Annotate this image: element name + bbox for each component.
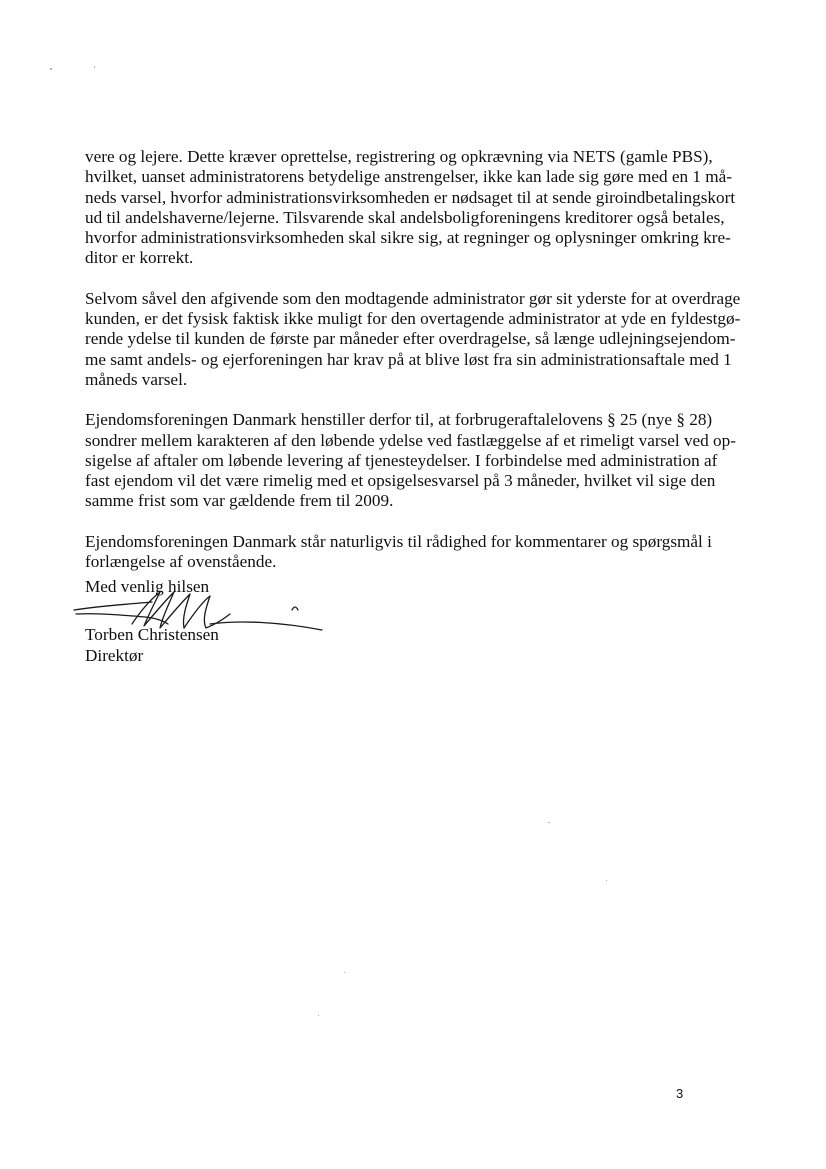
page-number: 3 [676, 1086, 684, 1101]
signatory-name: Torben Christensen [85, 625, 219, 644]
scan-speck [606, 880, 607, 881]
text-line: sondrer mellem karakteren af den løbende ydelse ved fastlæggelse af et rimeligt varsel ved op- [85, 430, 736, 450]
text-line: kunden, er det fysisk faktisk ikke muligt for den overtagende administrator at yde en fyldestgø- [85, 309, 741, 329]
text-line: hvorfor administrationsvirksomheden skal sikre sig, at regninger og oplysninger omkring kre- [85, 228, 731, 248]
letter-body [85, 147, 741, 592]
paragraph-2 [85, 288, 741, 390]
text-line: ud til andelshaverne/lejerne. Tilsvarende skal andelsboligforeningens kreditorer også betales, [85, 207, 725, 227]
signatory-title: Direktør [85, 646, 144, 665]
scan-speck [318, 1015, 319, 1016]
closing-text: Med venlig hilsen [85, 577, 210, 596]
text-line: fast ejendom vil det være rimelig med et opsigelsesvarsel på 3 måneder, hvilket vil sige den [85, 471, 716, 491]
scan-speck [50, 68, 52, 70]
text-line: me samt andels- og ejerforeningen har krav på at blive løst fra sin administrationsaftale med 1 [85, 349, 732, 369]
text-line: sigelse af aftaler om løbende levering af tjenesteydelser. I forbindelse med administration af [85, 450, 718, 470]
paragraph-4 [85, 532, 725, 573]
text-line: rende ydelse til kunden de første par måneder efter overdragelse, så længe udlejningsejendom- [85, 329, 736, 349]
text-line: vere og lejere. Dette kræver oprettelse, registrering og opkrævning via NETS (gamle PBS), [85, 147, 713, 166]
text-line: neds varsel, hvorfor administrationsvirksomheden er nødsaget til at sende giroindbetalingskort [85, 187, 736, 207]
text-line: Ejendomsforeningen Danmark henstiller derfor til, at forbrugeraftalelovens § 25 (nye § 28) [85, 410, 713, 430]
paragraph-3 [85, 410, 736, 511]
text-line: forlængelse af ovenstående. [85, 552, 277, 572]
scan-speck [94, 66, 95, 68]
scan-speck [548, 822, 550, 823]
scan-speck [344, 972, 345, 973]
text-line: samme frist som var gældende frem til 2009. [85, 491, 394, 511]
paragraph-1 [85, 147, 736, 269]
handwritten-signature [70, 584, 330, 640]
text-line: ditor er korrekt. [85, 248, 194, 268]
text-line: Ejendomsforeningen Danmark står naturligvis til rådighed for kommentarer og spørgsmål i [85, 531, 712, 551]
text-line: hvilket, uanset administratorens betydelige anstrengelser, ikke kan lade sig gøre med en 1 må- [85, 167, 732, 187]
text-line: måneds varsel. [85, 369, 188, 389]
text-line: Selvom såvel den afgivende som den modtagende administrator gør sit yderste for at overdrage [85, 288, 741, 308]
